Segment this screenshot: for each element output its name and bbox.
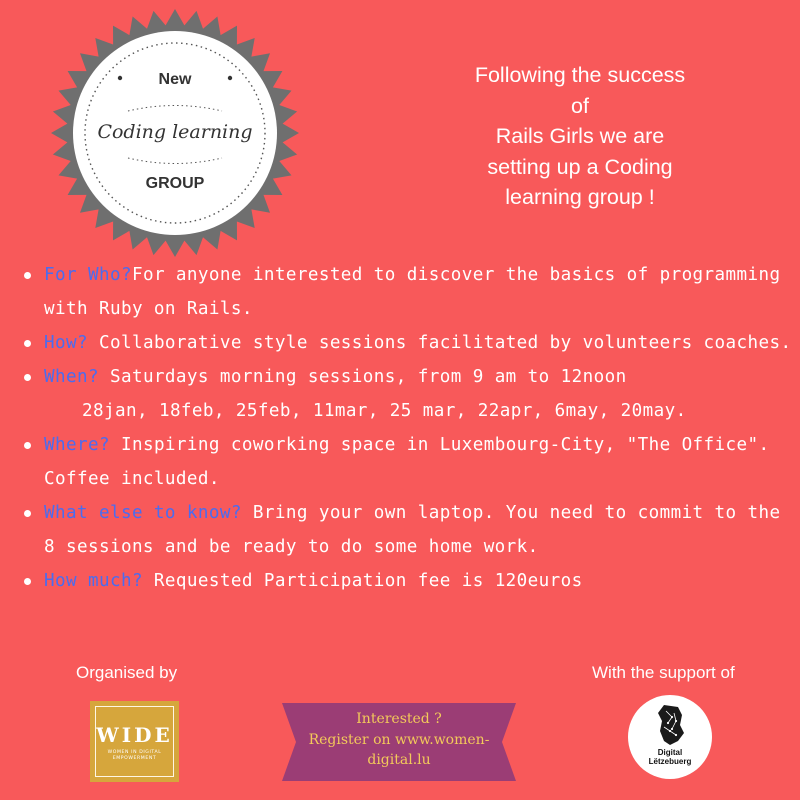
badge-new: New	[158, 71, 192, 88]
question-label: Where?	[44, 435, 110, 455]
answer-text: Inspiring coworking space in Luxembourg-City, "The Office". Coffee included.	[44, 435, 770, 489]
coding-group-badge	[50, 8, 300, 258]
register-text	[306, 709, 492, 771]
badge-group: GROUP	[145, 175, 205, 192]
answer-text: Bring your own laptop. You need to commit to the 8 sessions and be ready to do some home work.	[44, 503, 781, 557]
register-line: Interested ?	[356, 711, 442, 727]
register-line: digital.lu	[367, 752, 431, 768]
headline	[430, 60, 730, 213]
session-dates: 28jan, 18feb, 25feb, 11mar, 25 mar, 22apr, 6may, 20may.	[82, 401, 687, 421]
wide-logo-subtitle: WOMEN IN DIGITAL EMPOWERMENT	[107, 750, 162, 761]
question-label: How?	[44, 333, 88, 353]
headline-line: of	[571, 93, 589, 118]
list-item-what-else	[22, 496, 792, 564]
headline-line: setting up a Coding	[487, 154, 673, 179]
wide-logo	[90, 701, 179, 782]
register-banner[interactable]	[282, 703, 516, 781]
headline-line: learning group !	[505, 185, 655, 209]
answer-text: Saturdays morning sessions, from 9 am to 12noon	[98, 367, 627, 387]
register-line: Register on www.women-	[308, 731, 490, 748]
wide-logo-word: WIDE	[96, 723, 173, 747]
dl-line: Lëtzebuerg	[648, 757, 692, 766]
list-item-where	[22, 428, 792, 496]
digital-letzebuerg-logo	[628, 695, 712, 779]
list-item-for-who	[22, 258, 792, 326]
info-list	[22, 258, 792, 598]
digital-letzebuerg-text	[628, 748, 712, 766]
question-label: For Who?	[44, 265, 132, 285]
list-item-how-much	[22, 564, 792, 598]
support-label: With the support of	[592, 663, 735, 682]
dl-line: Digital	[657, 748, 683, 757]
list-item-when	[22, 360, 792, 428]
list-item-how	[22, 326, 792, 360]
headline-line: Following the success	[474, 63, 686, 87]
question-label: When?	[44, 367, 99, 387]
answer-text: Collaborative style sessions facilitated by volunteers coaches.	[87, 333, 792, 353]
badge-graphic	[50, 8, 300, 258]
luxembourg-map-icon	[628, 695, 712, 779]
answer-text: For anyone interested to discover the basics of programming with Ruby on Rails.	[44, 265, 781, 319]
answer-text: Requested Participation fee is 120euros	[142, 571, 583, 591]
question-label: How much?	[44, 571, 143, 591]
headline-line: Rails Girls we are	[495, 124, 665, 148]
question-label: What else to know?	[44, 503, 242, 523]
organised-by-label: Organised by	[76, 663, 178, 682]
badge-title: Coding learning	[97, 121, 253, 143]
